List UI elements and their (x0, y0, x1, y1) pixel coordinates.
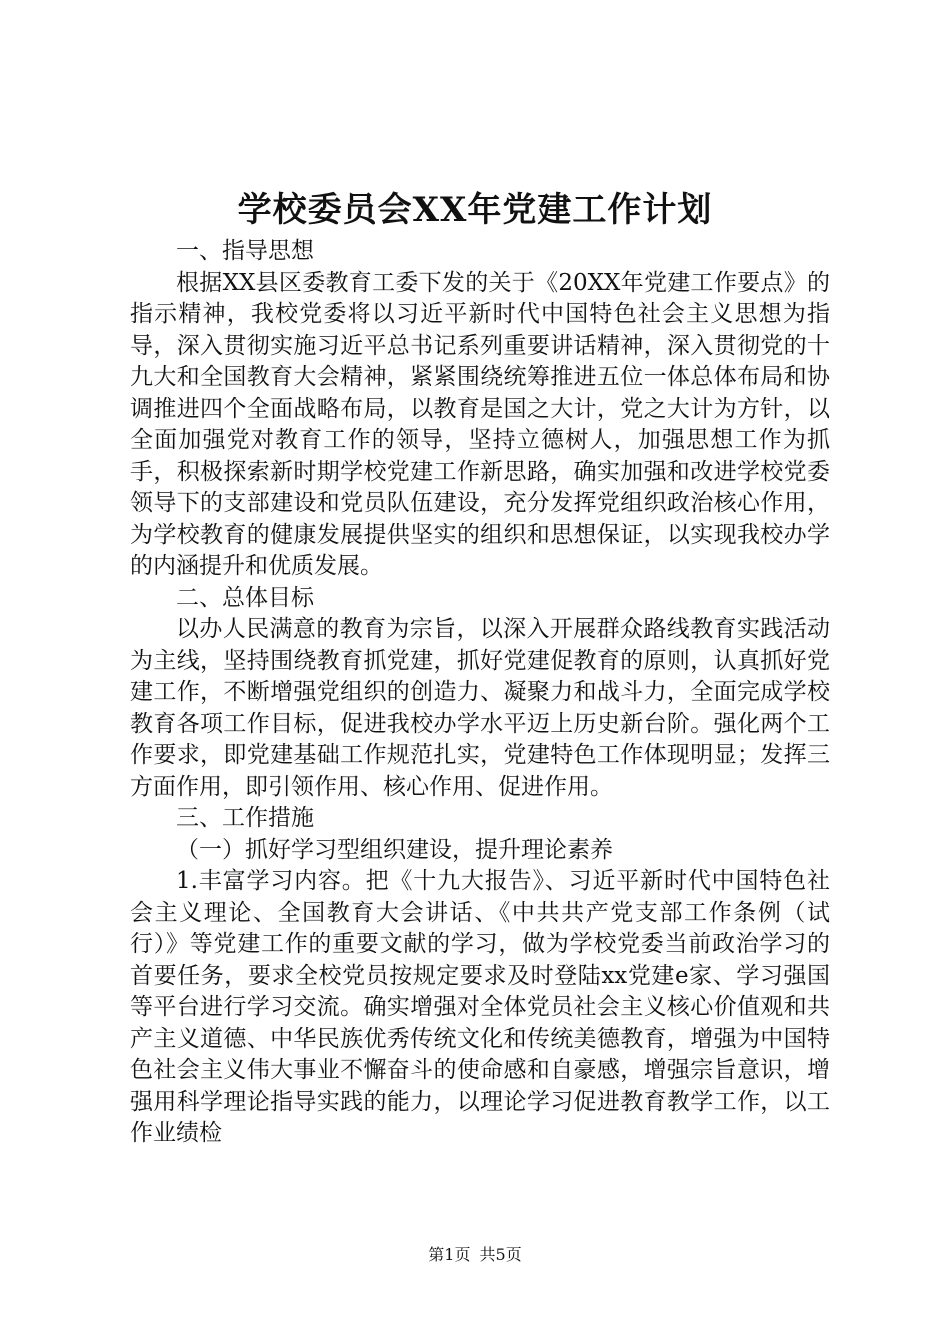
body-paragraph: 以办人民满意的教育为宗旨，以深入开展群众路线教育实践活动为主线，坚持围绕教育抓党建，抓好党建促教育的原则，认真抓好党建工作，不断增强党组织的创造力、凝聚力和战斗力，全面完成学校教育各项工作目标，促进我校办学水平迈上历史新台阶。强化两个工作要求，即党建基础工作规范扎实，党建特色工作体现明显；发挥三方面作用，即引领作用、核心作用、促进作用。 (130, 616, 830, 800)
body-paragraph: 根据XX县区委教育工委下发的关于《20XX年党建工作要点》的指示精神，我校党委将以习近平新时代中国特色社会主义思想为指导，深入贯彻实施习近平总书记系列重要讲话精神，深入贯彻党的十九大和全国教育大会精神，紧紧围绕统筹推进五位一体总体布局和协调推进四个全面战略布局，以教育是国之大计，党之大计为方针，以全面加强党对教育工作的领导，坚持立德树人，加强思想工作为抓手，积极探索新时期学校党建工作新思路，确实加强和改进学校党委领导下的支部建设和党员队伍建设，充分发挥党组织政治核心作用，为学校教育的健康发展提供坚实的组织和思想保证，以实现我校办学的内涵提升和优质发展。 (130, 269, 830, 579)
section-heading: 一、指导思想 (176, 238, 314, 264)
subsection-heading: （一）抓好学习型组织建设，提升理论素养 (176, 836, 613, 863)
section-heading: 二、总体目标 (176, 584, 314, 611)
document-body (130, 236, 830, 1150)
page-number: 第1页 (428, 1245, 471, 1264)
section-heading: 三、工作措施 (176, 805, 314, 831)
document-title: 学校委员会XX年党建工作计划 (237, 190, 713, 230)
body-paragraph: 1.丰富学习内容。把《十九大报告》、习近平新时代中国特色社会主义理论、全国教育大会讲话、《中共共产党支部工作条例（试行）》等党建工作的重要文献的学习，做为学校党委当前政治学习的首要任务，要求全校党员按规定要求及时登陆xx党建e家、学习强国等平台进行学习交流。确实增强对全体党员社会主义核心价值观和共产主义道德、中华民族优秀传统文化和传统美德教育，增强为中国特色社会主义伟大事业不懈奋斗的使命感和自豪感，增强宗旨意识，增强用科学理论指导实践的能力，以理论学习促进教育教学工作，以工作业绩检 (130, 868, 830, 1146)
page-footer (0, 1244, 950, 1266)
page-total: 共5页 (479, 1245, 522, 1264)
